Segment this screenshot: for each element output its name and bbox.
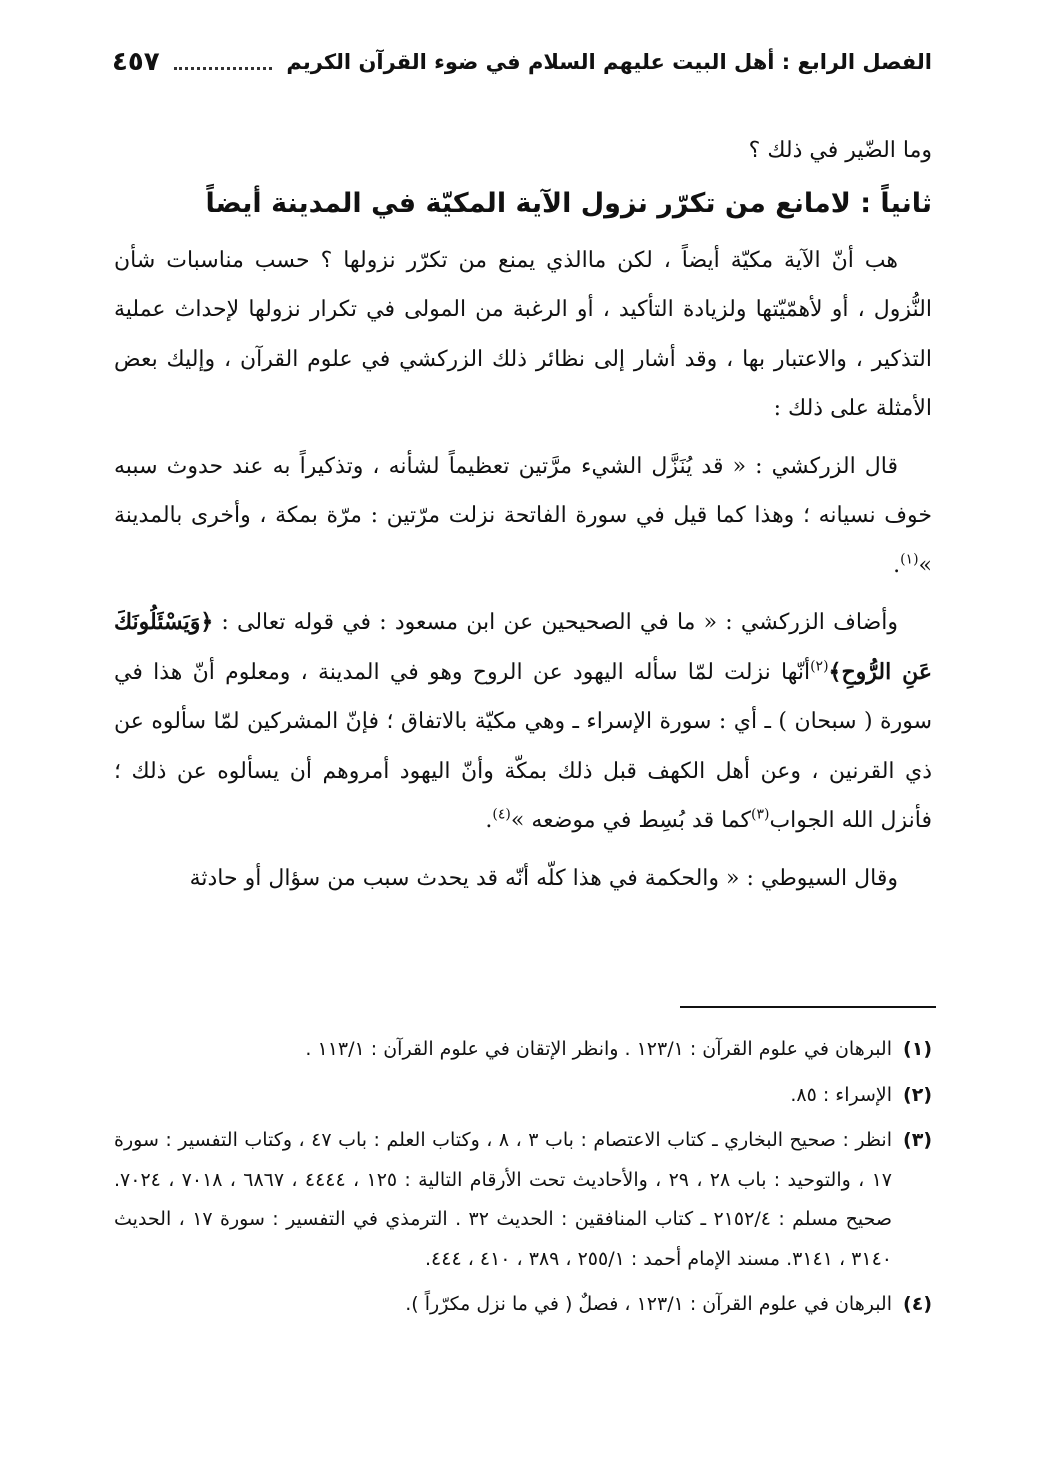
section-heading: ثانياً : لامانع من تكرّر نزول الآية المكيّة في المدينة أيضاً (205, 187, 932, 219)
chapter-title: الفصل الرابع : أهل البيت عليهم السلام في ضوء القرآن الكريم (286, 50, 932, 74)
footnote-ref-4[interactable]: (٤) (492, 806, 511, 823)
footnote-ref-2[interactable]: (٢) (810, 658, 829, 675)
paragraph-2-text: قال الزركشي : « قد يُنَزَّل الشيء مرَّتين تعظيماً لشأنه ، وتذكيراً به عند حدوث سببه خوف نسيانه ؛ وهذا كما قيل في سورة الفاتحة نزلت مرّتين : مرّة بمكة ، وأخرى بالمدينة » (114, 453, 932, 578)
footnotes (114, 1030, 932, 1331)
footnote-item (114, 1121, 932, 1279)
footnote-number: (١) (903, 1038, 932, 1060)
footnote-text: انظر : صحيح البخاري ـ كتاب الاعتصام : باب ٣ ، ٨ ، وكتاب العلم : باب ٤٧ ، وكتاب التفسير : سورة ١٧ ، والتوحيد : باب ٢٨ ، ٢٩ ، والأحاديث تحت الأرقام التالية : ١٢٥ ، ٤٤٤٤ ، ٦٨٦٧ ، ٧٠١٨ ، ٧٠٢٤. صحيح مسلم : ٢١٥٢/٤ ـ كتاب المنافقين : الحديث ٣٢ . الترمذي في التفسير : سورة ١٧ ، الحديث ٣١٤٠ ، ٣١٤١. مسند الإمام أحمد : ٢٥٥/١ ، ٣٨٩ ، ٤١٠ ، ٤٤٤. (114, 1129, 892, 1270)
paragraph-1: هب أنّ الآية مكيّة أيضاً ، لكن ماالذي يمنع من تكرّر نزولها ؟ حسب مناسبات شأن النُّزول ، أو لأهمّيّتها ولزيادة التأكيد ، أو الرغبة من المولى في تكرار نزولها لإحداث عملية التذكير ، والاعتبار بها ، وقد أشار إلى نظائر ذلك الزركشي في علوم القرآن ، وإليك بعض الأمثلة على ذلك : (114, 247, 932, 421)
paragraph-2-end: . (893, 552, 901, 578)
paragraph-4: وقال السيوطي : « والحكمة في هذا كلّه أنّه قد يحدث سبب من سؤال أو حادثة (189, 865, 898, 891)
footnote-separator (680, 1006, 936, 1008)
paragraph-3-part-a: وأضاف الزركشي : « ما في الصحيحين عن ابن مسعود : في قوله تعالى : (221, 610, 898, 635)
header-dot-leader (174, 67, 273, 70)
paragraph-2 (114, 442, 932, 591)
footnote-text: الإسراء : ٨٥. (790, 1083, 892, 1106)
main-text (114, 126, 932, 911)
paragraph-3-part-b: أنّها نزلت لمّا سأله اليهود عن الروح وهو في المدينة ، ومعلوم أنّ هذا في سورة ( سبحان ) ـ أي : سورة الإسراء ـ وهي مكيّة بالاتفاق ؛ فإنّ المشركين لمّا سألوه عن ذي القرنين ، وعن أهل الكهف قبل ذلك بمكّة وأنّ اليهود أمروهم أن يسألوه عن ذلك ؛ فأنزل الله الجواب (114, 659, 932, 833)
opening-line: وما الضّير في ذلك ؟ (748, 138, 932, 163)
footnote-number: (٢) (903, 1083, 932, 1106)
paragraph-3-part-c: كما قد بُسِط في موضعه » (510, 808, 751, 833)
footnote-number: (٤) (903, 1293, 932, 1315)
page-number: ٤٥٧ (112, 47, 160, 77)
footnote-ref-1[interactable]: (١) (900, 551, 919, 568)
footnote-text: البرهان في علوم القرآن : ١٢٣/١ . وانظر الإتقان في علوم القرآن : ١١٣/١ . (305, 1038, 892, 1060)
footnote-item (114, 1030, 932, 1070)
running-header (112, 40, 932, 84)
paragraph-3-end: . (485, 808, 493, 833)
footnote-item (114, 1076, 932, 1116)
footnote-number: (٣) (903, 1129, 932, 1151)
footnote-item (114, 1285, 932, 1325)
footnote-ref-3[interactable]: (٣) (750, 806, 770, 823)
paragraph-3 (114, 598, 932, 846)
footnote-text: البرهان في علوم القرآن : ١٢٣/١ ، فصلٌ ( في ما نزل مكرّراً ). (405, 1293, 892, 1315)
quran-verse: ﴿وَيَسْئَلُونَكَ عَنِ الرُّوحِ﴾ (114, 609, 932, 685)
